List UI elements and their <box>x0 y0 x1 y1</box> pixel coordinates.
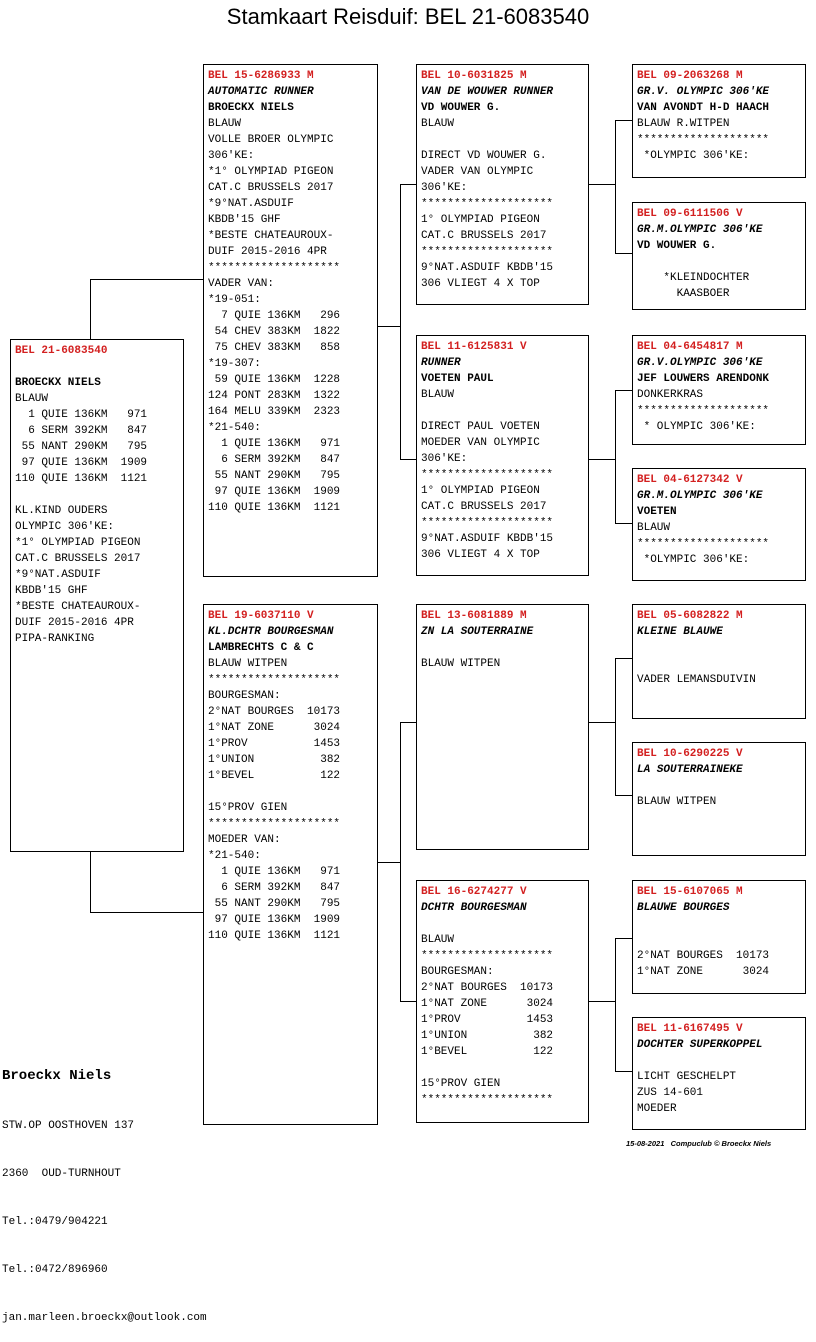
card-line: BLAUW <box>421 934 455 946</box>
card-line: BLAUW WITPEN <box>421 658 501 670</box>
owner-name: JEF LOUWERS ARENDONK <box>637 373 770 385</box>
owner-address: STW.OP OOSTHOVEN 137 <box>2 1120 135 1132</box>
card-line: 6 SERM 392KM 847 <box>208 882 341 894</box>
card-line: ******************** <box>208 262 341 274</box>
card-line: ******************** <box>421 1094 554 1106</box>
page-title: Stamkaart Reisduif: BEL 21-6083540 <box>226 4 590 29</box>
card-line: *9°NAT.ASDUIF <box>208 198 294 210</box>
card-line: 6 SERM 392KM 847 <box>208 454 341 466</box>
card-line: 15°PROV GIEN <box>421 1078 501 1090</box>
ring-number: BEL 15-6107065 M <box>637 886 743 898</box>
connector-line <box>400 722 417 723</box>
pigeon-name: GR.M.OLYMPIC 306'KE <box>637 224 763 236</box>
card-line <box>637 254 801 270</box>
card-line: ******************** <box>421 198 554 210</box>
owner-city: 2360 OUD-TURNHOUT <box>2 1168 121 1180</box>
connector-line <box>400 184 401 460</box>
card-line <box>421 916 584 932</box>
connector-line <box>615 120 633 121</box>
card-line: BLAUW <box>421 118 455 130</box>
owner-name: VD WOUWER G. <box>421 102 501 114</box>
card-line: 110 QUIE 136KM 1121 <box>208 930 341 942</box>
pigeon-card-mmf <box>632 880 806 994</box>
owner-name: Broeckx Niels <box>2 1068 112 1084</box>
card-line: 55 NANT 290KM 795 <box>208 898 341 910</box>
card-line: *1° OLYMPIAD PIGEON <box>15 537 141 549</box>
card-line: KL.KIND OUDERS <box>15 505 108 517</box>
owner-phone: Tel.:0472/896960 <box>2 1264 108 1276</box>
card-line: BLAUW WITPEN <box>208 658 288 670</box>
card-line: 1°UNION 382 <box>421 1030 554 1042</box>
card-line: 59 QUIE 136KM 1228 <box>208 374 341 386</box>
connector-line <box>90 912 204 913</box>
pigeon-card-main <box>10 339 184 852</box>
card-line: ******************** <box>421 469 554 481</box>
pigeon-name: VAN DE WOUWER RUNNER <box>421 86 554 98</box>
connector-line <box>615 120 616 254</box>
card-line: ******************** <box>421 950 554 962</box>
connector-line <box>615 1071 633 1072</box>
card-line: CAT.C BRUSSELS 2017 <box>208 182 334 194</box>
ring-number: BEL 21-6083540 <box>15 345 108 357</box>
connector-line <box>400 1001 417 1002</box>
card-line: 1°BEVEL 122 <box>208 770 341 782</box>
owner-email: jan.marleen.broeckx@outlook.com <box>2 1312 207 1324</box>
card-line <box>637 932 801 948</box>
card-line: OLYMPIC 306'KE: <box>15 521 115 533</box>
connector-line <box>615 938 633 939</box>
card-line: LICHT GESCHELPT <box>637 1071 737 1083</box>
card-line: 2°NAT BOURGES 10173 <box>637 950 770 962</box>
pigeon-name: LA SOUTERRAINEKE <box>637 764 743 776</box>
card-line: DONKERKRAS <box>637 389 704 401</box>
pigeon-card-ffm <box>632 202 806 310</box>
ring-number: BEL 09-6111506 V <box>637 208 743 220</box>
pigeon-card-father <box>203 64 378 577</box>
card-line: ******************** <box>637 538 770 550</box>
pigeon-card-fff <box>632 64 806 178</box>
card-line: ******************** <box>208 674 341 686</box>
owner-phone: Tel.:0479/904221 <box>2 1216 108 1228</box>
card-line: 1°UNION 382 <box>208 754 341 766</box>
card-line: KAASBOER <box>637 288 730 300</box>
card-line: DUIF 2015-2016 4PR <box>208 246 327 258</box>
card-line: MOEDER VAN OLYMPIC <box>421 437 540 449</box>
pigeon-name: DCHTR BOURGESMAN <box>421 902 527 914</box>
card-line: 164 MELU 339KM 2323 <box>208 406 341 418</box>
connector-line <box>615 658 616 796</box>
card-line: *19-051: <box>208 294 261 306</box>
card-line: *KLEINDOCHTER <box>637 272 750 284</box>
pigeon-card-fmf <box>632 335 806 445</box>
pigeon-name: ZN LA SOUTERRAINE <box>421 626 534 638</box>
card-line: BLAUW <box>208 118 242 130</box>
card-line <box>421 640 584 656</box>
card-line: *9°NAT.ASDUIF <box>15 569 101 581</box>
pigeon-name: AUTOMATIC RUNNER <box>208 86 314 98</box>
ring-number: BEL 09-2063268 M <box>637 70 743 82</box>
card-line: 306 VLIEGT 4 X TOP <box>421 549 540 561</box>
pigeon-name: RUNNER <box>421 357 461 369</box>
card-line: 1°PROV 1453 <box>421 1014 554 1026</box>
card-line: BLAUW <box>421 389 455 401</box>
connector-line <box>400 722 401 1002</box>
ring-number: BEL 11-6167495 V <box>637 1023 743 1035</box>
pigeon-card-ff <box>416 64 589 305</box>
card-line: 97 QUIE 136KM 1909 <box>15 457 148 469</box>
connector-line <box>90 279 91 339</box>
card-line: 1°PROV 1453 <box>208 738 341 750</box>
connector-line <box>615 390 633 391</box>
footer-credit: 15-08-2021 Compuclub © Broeckx Niels <box>626 1139 772 1148</box>
card-line <box>15 359 179 375</box>
pigeon-name: KL.DCHTR BOURGESMAN <box>208 626 334 638</box>
card-line: VADER VAN OLYMPIC <box>421 166 534 178</box>
card-line: KBDB'15 GHF <box>15 585 88 597</box>
card-line: ******************** <box>637 134 770 146</box>
card-line: ZUS 14-601 <box>637 1087 704 1099</box>
card-line <box>637 778 801 794</box>
card-line: 306'KE: <box>208 150 255 162</box>
owner-name: LAMBRECHTS C & C <box>208 642 314 654</box>
card-line: DIRECT VD WOUWER G. <box>421 150 547 162</box>
connector-line <box>615 658 633 659</box>
owner-name: VAN AVONDT H-D HAACH <box>637 102 770 114</box>
connector-line <box>377 326 401 327</box>
owner-name: BROECKX NIELS <box>208 102 294 114</box>
card-line <box>637 656 801 672</box>
connector-line <box>615 795 633 796</box>
card-line: 1°NAT ZONE 3024 <box>421 998 554 1010</box>
card-line: 124 PONT 283KM 1322 <box>208 390 341 402</box>
card-line: 306'KE: <box>421 453 468 465</box>
card-line: BLAUW R.WITPEN <box>637 118 730 130</box>
card-line: MOEDER VAN: <box>208 834 281 846</box>
card-line: 75 CHEV 383KM 858 <box>208 342 341 354</box>
connector-line <box>377 862 401 863</box>
card-line: 1°NAT ZONE 3024 <box>208 722 341 734</box>
ring-number: BEL 10-6031825 M <box>421 70 527 82</box>
connector-line <box>588 722 616 723</box>
card-line: 9°NAT.ASDUIF KBDB'15 <box>421 533 554 545</box>
card-line: 2°NAT BOURGES 10173 <box>421 982 554 994</box>
card-line: VADER VAN: <box>208 278 275 290</box>
card-line: DIRECT PAUL VOETEN <box>421 421 540 433</box>
card-line: CAT.C BRUSSELS 2017 <box>421 501 547 513</box>
card-line: 55 NANT 290KM 795 <box>208 470 341 482</box>
card-line: 110 QUIE 136KM 1121 <box>208 502 341 514</box>
card-line: PIPA-RANKING <box>15 633 95 645</box>
card-line: 110 QUIE 136KM 1121 <box>15 473 148 485</box>
card-line: CAT.C BRUSSELS 2017 <box>421 230 547 242</box>
connector-line <box>615 938 616 1072</box>
card-line: *BESTE CHATEAUROUX- <box>15 601 141 613</box>
pigeon-card-fmm <box>632 468 806 581</box>
card-line: BLAUW <box>637 522 671 534</box>
pigeon-name: GR.M.OLYMPIC 306'KE <box>637 490 763 502</box>
card-line: 55 NANT 290KM 795 <box>15 441 148 453</box>
connector-line <box>90 851 91 913</box>
card-line <box>637 640 801 656</box>
pigeon-name: BLAUWE BOURGES <box>637 902 730 914</box>
card-line <box>15 487 179 503</box>
pigeon-card-mf <box>416 604 589 850</box>
card-line: *OLYMPIC 306'KE: <box>637 150 750 162</box>
pigeon-name: GR.V. OLYMPIC 306'KE <box>637 86 770 98</box>
card-line: ******************** <box>421 517 554 529</box>
card-line: ******************** <box>208 818 341 830</box>
owner-name: VOETEN <box>637 506 677 518</box>
card-line: 306 VLIEGT 4 X TOP <box>421 278 540 290</box>
card-line: *1° OLYMPIAD PIGEON <box>208 166 334 178</box>
card-line: 1 QUIE 136KM 971 <box>208 866 341 878</box>
owner-name: BROECKX NIELS <box>15 377 101 389</box>
pigeon-card-mmm <box>632 1017 806 1130</box>
connector-line <box>588 184 616 185</box>
pigeon-card-mff <box>632 604 806 719</box>
card-line <box>208 784 373 800</box>
card-line: *21-540: <box>208 850 261 862</box>
ring-number: BEL 11-6125831 V <box>421 341 527 353</box>
card-line: 1 QUIE 136KM 971 <box>15 409 148 421</box>
card-line: BLAUW WITPEN <box>637 796 717 808</box>
connector-line <box>588 459 616 460</box>
card-line: * OLYMPIC 306'KE: <box>637 421 756 433</box>
owner-name: VOETEN PAUL <box>421 373 494 385</box>
pigeon-card-mm <box>416 880 589 1123</box>
card-line: MOEDER <box>637 1103 677 1115</box>
ring-number: BEL 05-6082822 M <box>637 610 743 622</box>
ring-number: BEL 04-6454817 M <box>637 341 743 353</box>
pigeon-name: DOCHTER SUPERKOPPEL <box>637 1039 763 1051</box>
pigeon-name: KLEINE BLAUWE <box>637 626 723 638</box>
card-line: BLAUW <box>15 393 49 405</box>
card-line: VOLLE BROER OLYMPIC <box>208 134 334 146</box>
card-line: 7 QUIE 136KM 296 <box>208 310 341 322</box>
card-line: 1° OLYMPIAD PIGEON <box>421 214 540 226</box>
card-line: 1° OLYMPIAD PIGEON <box>421 485 540 497</box>
connector-line <box>615 253 633 254</box>
ring-number: BEL 16-6274277 V <box>421 886 527 898</box>
ring-number: BEL 13-6081889 M <box>421 610 527 622</box>
card-line: 1°BEVEL 122 <box>421 1046 554 1058</box>
connector-line <box>400 459 417 460</box>
card-line: CAT.C BRUSSELS 2017 <box>15 553 141 565</box>
pigeon-card-fm <box>416 335 589 576</box>
card-line: *OLYMPIC 306'KE: <box>637 554 750 566</box>
card-line: *BESTE CHATEAUROUX- <box>208 230 334 242</box>
card-line: KBDB'15 GHF <box>208 214 281 226</box>
card-line: 1°NAT ZONE 3024 <box>637 966 770 978</box>
connector-line <box>588 1001 616 1002</box>
owner-info <box>2 1034 207 1342</box>
card-line: BOURGESMAN: <box>208 690 281 702</box>
card-line: 2°NAT BOURGES 10173 <box>208 706 341 718</box>
card-line: VADER LEMANSDUIVIN <box>637 674 756 686</box>
card-line <box>421 403 584 419</box>
connector-line <box>90 279 204 280</box>
card-line: 97 QUIE 136KM 1909 <box>208 486 341 498</box>
ring-number: BEL 19-6037110 V <box>208 610 314 622</box>
card-line <box>421 132 584 148</box>
card-line <box>637 916 801 932</box>
card-line: DUIF 2015-2016 4PR <box>15 617 134 629</box>
card-line: 9°NAT.ASDUIF KBDB'15 <box>421 262 554 274</box>
connector-line <box>400 184 417 185</box>
ring-number: BEL 10-6290225 V <box>637 748 743 760</box>
pigeon-name: GR.V.OLYMPIC 306'KE <box>637 357 763 369</box>
pigeon-card-mother <box>203 604 378 1125</box>
pigeon-card-mfm <box>632 742 806 856</box>
owner-name: VD WOUWER G. <box>637 240 717 252</box>
connector-line <box>615 390 616 524</box>
card-line: 1 QUIE 136KM 971 <box>208 438 341 450</box>
card-line: 54 CHEV 383KM 1822 <box>208 326 341 338</box>
card-line: 6 SERM 392KM 847 <box>15 425 148 437</box>
card-line: 15°PROV GIEN <box>208 802 288 814</box>
card-line: ******************** <box>637 405 770 417</box>
card-line: ******************** <box>421 246 554 258</box>
ring-number: BEL 04-6127342 V <box>637 474 743 486</box>
card-line: 306'KE: <box>421 182 468 194</box>
connector-line <box>615 523 633 524</box>
ring-number: BEL 15-6286933 M <box>208 70 314 82</box>
card-line: BOURGESMAN: <box>421 966 494 978</box>
card-line <box>637 1053 801 1069</box>
card-line: 97 QUIE 136KM 1909 <box>208 914 341 926</box>
card-line: *21-540: <box>208 422 261 434</box>
card-line: *19-307: <box>208 358 261 370</box>
card-line <box>421 1060 584 1076</box>
